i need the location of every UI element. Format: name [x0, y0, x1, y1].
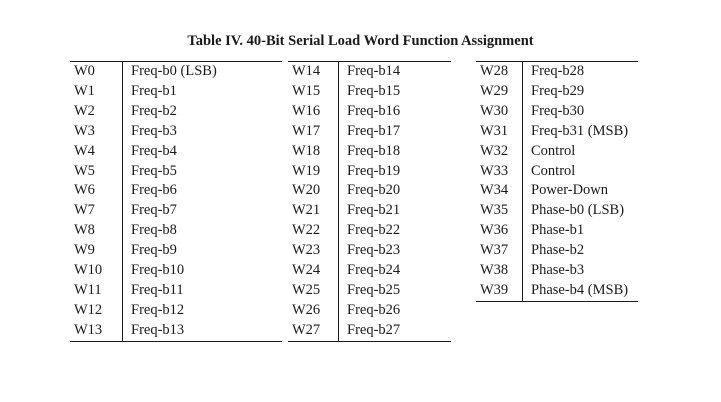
- function-cell: Freq-b19: [347, 162, 401, 179]
- function-cell: Freq-b25: [347, 281, 401, 298]
- table-row: [288, 201, 451, 221]
- table-row: [70, 82, 282, 102]
- table-row: [476, 162, 638, 182]
- word-cell: W3: [70, 122, 123, 142]
- table-row: [288, 122, 451, 142]
- function-cell: Control: [531, 142, 576, 159]
- function-cell: Freq-b24: [347, 262, 401, 279]
- function-cell: Freq-b23: [347, 242, 401, 259]
- word-cell: W7: [70, 201, 123, 221]
- function-cell: Freq-b2: [131, 102, 177, 119]
- function-cell: Freq-b11: [131, 281, 184, 298]
- function-cell: Freq-b10: [131, 262, 185, 279]
- word-cell: W34: [476, 181, 523, 201]
- function-cell: Freq-b21: [347, 202, 401, 219]
- word-cell: W32: [476, 142, 523, 162]
- function-cell: Freq-b20: [347, 182, 401, 199]
- function-cell: Freq-b13: [131, 321, 185, 338]
- word-cell: W39: [476, 281, 523, 301]
- table-row: [70, 301, 282, 321]
- word-table-column-1: [70, 61, 282, 342]
- function-cell: Freq-b12: [131, 301, 185, 318]
- table-row: [288, 241, 451, 261]
- table-row: [476, 122, 638, 142]
- function-cell: Freq-b6: [131, 182, 177, 199]
- function-cell: Freq-b0 (LSB): [131, 63, 217, 79]
- word-cell: W38: [476, 261, 523, 281]
- function-cell: Freq-b4: [131, 142, 177, 159]
- function-cell: Freq-b7: [131, 202, 177, 219]
- table-row: [70, 261, 282, 281]
- function-cell: Freq-b30: [531, 102, 585, 119]
- word-cell: W15: [288, 82, 339, 102]
- table-row: [476, 261, 638, 281]
- word-table-column-3: [476, 61, 638, 302]
- table-row: [476, 102, 638, 122]
- function-cell: Phase-b0 (LSB): [531, 202, 625, 219]
- table-row: [476, 281, 638, 301]
- word-cell: W5: [70, 162, 123, 182]
- word-cell: W26: [288, 301, 339, 321]
- function-cell: Phase-b2: [531, 242, 585, 259]
- function-cell: Freq-b29: [531, 82, 585, 99]
- table-row: [288, 301, 451, 321]
- function-cell: Freq-b17: [347, 122, 401, 139]
- word-cell: W21: [288, 201, 339, 221]
- function-cell: Freq-b18: [347, 142, 401, 159]
- table-row: [476, 201, 638, 221]
- word-cell: W0: [70, 62, 123, 82]
- word-cell: W31: [476, 122, 523, 142]
- word-cell: W36: [476, 221, 523, 241]
- function-cell: Freq-b28: [531, 63, 585, 79]
- word-cell: W24: [288, 261, 339, 281]
- word-cell: W18: [288, 142, 339, 162]
- word-cell: W1: [70, 82, 123, 102]
- word-cell: W29: [476, 82, 523, 102]
- table-row: [70, 122, 282, 142]
- word-cell: W2: [70, 102, 123, 122]
- table-row: [70, 142, 282, 162]
- word-cell: W13: [70, 321, 123, 341]
- table-row: [476, 82, 638, 102]
- table-row: [476, 181, 638, 201]
- function-cell: Freq-b26: [347, 301, 401, 318]
- function-cell: Phase-b4 (MSB): [531, 281, 629, 298]
- function-cell: Phase-b3: [531, 262, 585, 279]
- function-cell: Freq-b5: [131, 162, 177, 179]
- table-row: [476, 241, 638, 261]
- word-cell: W16: [288, 102, 339, 122]
- word-cell: W25: [288, 281, 339, 301]
- word-cell: W27: [288, 321, 339, 341]
- word-cell: W12: [70, 301, 123, 321]
- word-cell: W30: [476, 102, 523, 122]
- word-cell: W23: [288, 241, 339, 261]
- function-cell: Control: [531, 162, 576, 179]
- table-row: [476, 221, 638, 241]
- table-row: [288, 281, 451, 301]
- table-row: [288, 261, 451, 281]
- word-cell: W17: [288, 122, 339, 142]
- table-row: [288, 181, 451, 201]
- table-title: Table IV. 40-Bit Serial Load Word Function Assignment: [187, 33, 534, 49]
- word-cell: W11: [70, 281, 123, 301]
- table-row: [288, 62, 451, 82]
- table-row: [70, 181, 282, 201]
- word-cell: W6: [70, 181, 123, 201]
- table-row: [70, 221, 282, 241]
- table-row: [288, 82, 451, 102]
- function-cell: Power-Down: [531, 182, 609, 199]
- word-table-column-2: [288, 61, 451, 342]
- word-cell: W35: [476, 201, 523, 221]
- word-cell: W14: [288, 62, 339, 82]
- word-cell: W22: [288, 221, 339, 241]
- table-row: [70, 241, 282, 261]
- table-row: [70, 321, 282, 341]
- function-cell: Freq-b15: [347, 82, 401, 99]
- table-row: [70, 162, 282, 182]
- function-cell: Freq-b14: [347, 63, 401, 79]
- function-cell: Freq-b27: [347, 321, 401, 338]
- table-row: [70, 201, 282, 221]
- word-cell: W9: [70, 241, 123, 261]
- table-row: [288, 142, 451, 162]
- table-row: [70, 281, 282, 301]
- table-row: [288, 221, 451, 241]
- word-cell: W20: [288, 181, 339, 201]
- function-cell: Freq-b9: [131, 242, 177, 259]
- word-cell: W28: [476, 62, 523, 82]
- word-cell: W33: [476, 162, 523, 182]
- word-cell: W10: [70, 261, 123, 281]
- function-cell: Freq-b3: [131, 122, 177, 139]
- table-row: [476, 142, 638, 162]
- function-cell: Freq-b8: [131, 222, 177, 239]
- function-cell: Phase-b1: [531, 222, 585, 239]
- table-row: [476, 62, 638, 82]
- table-row: [288, 162, 451, 182]
- table-row: [70, 62, 282, 82]
- table-row: [70, 102, 282, 122]
- function-cell: Freq-b1: [131, 82, 177, 99]
- word-cell: W19: [288, 162, 339, 182]
- word-cell: W4: [70, 142, 123, 162]
- word-cell: W37: [476, 241, 523, 261]
- function-cell: Freq-b31 (MSB): [531, 122, 629, 139]
- word-cell: W8: [70, 221, 123, 241]
- table-row: [288, 321, 451, 341]
- function-cell: Freq-b16: [347, 102, 401, 119]
- table-row: [288, 102, 451, 122]
- function-cell: Freq-b22: [347, 222, 401, 239]
